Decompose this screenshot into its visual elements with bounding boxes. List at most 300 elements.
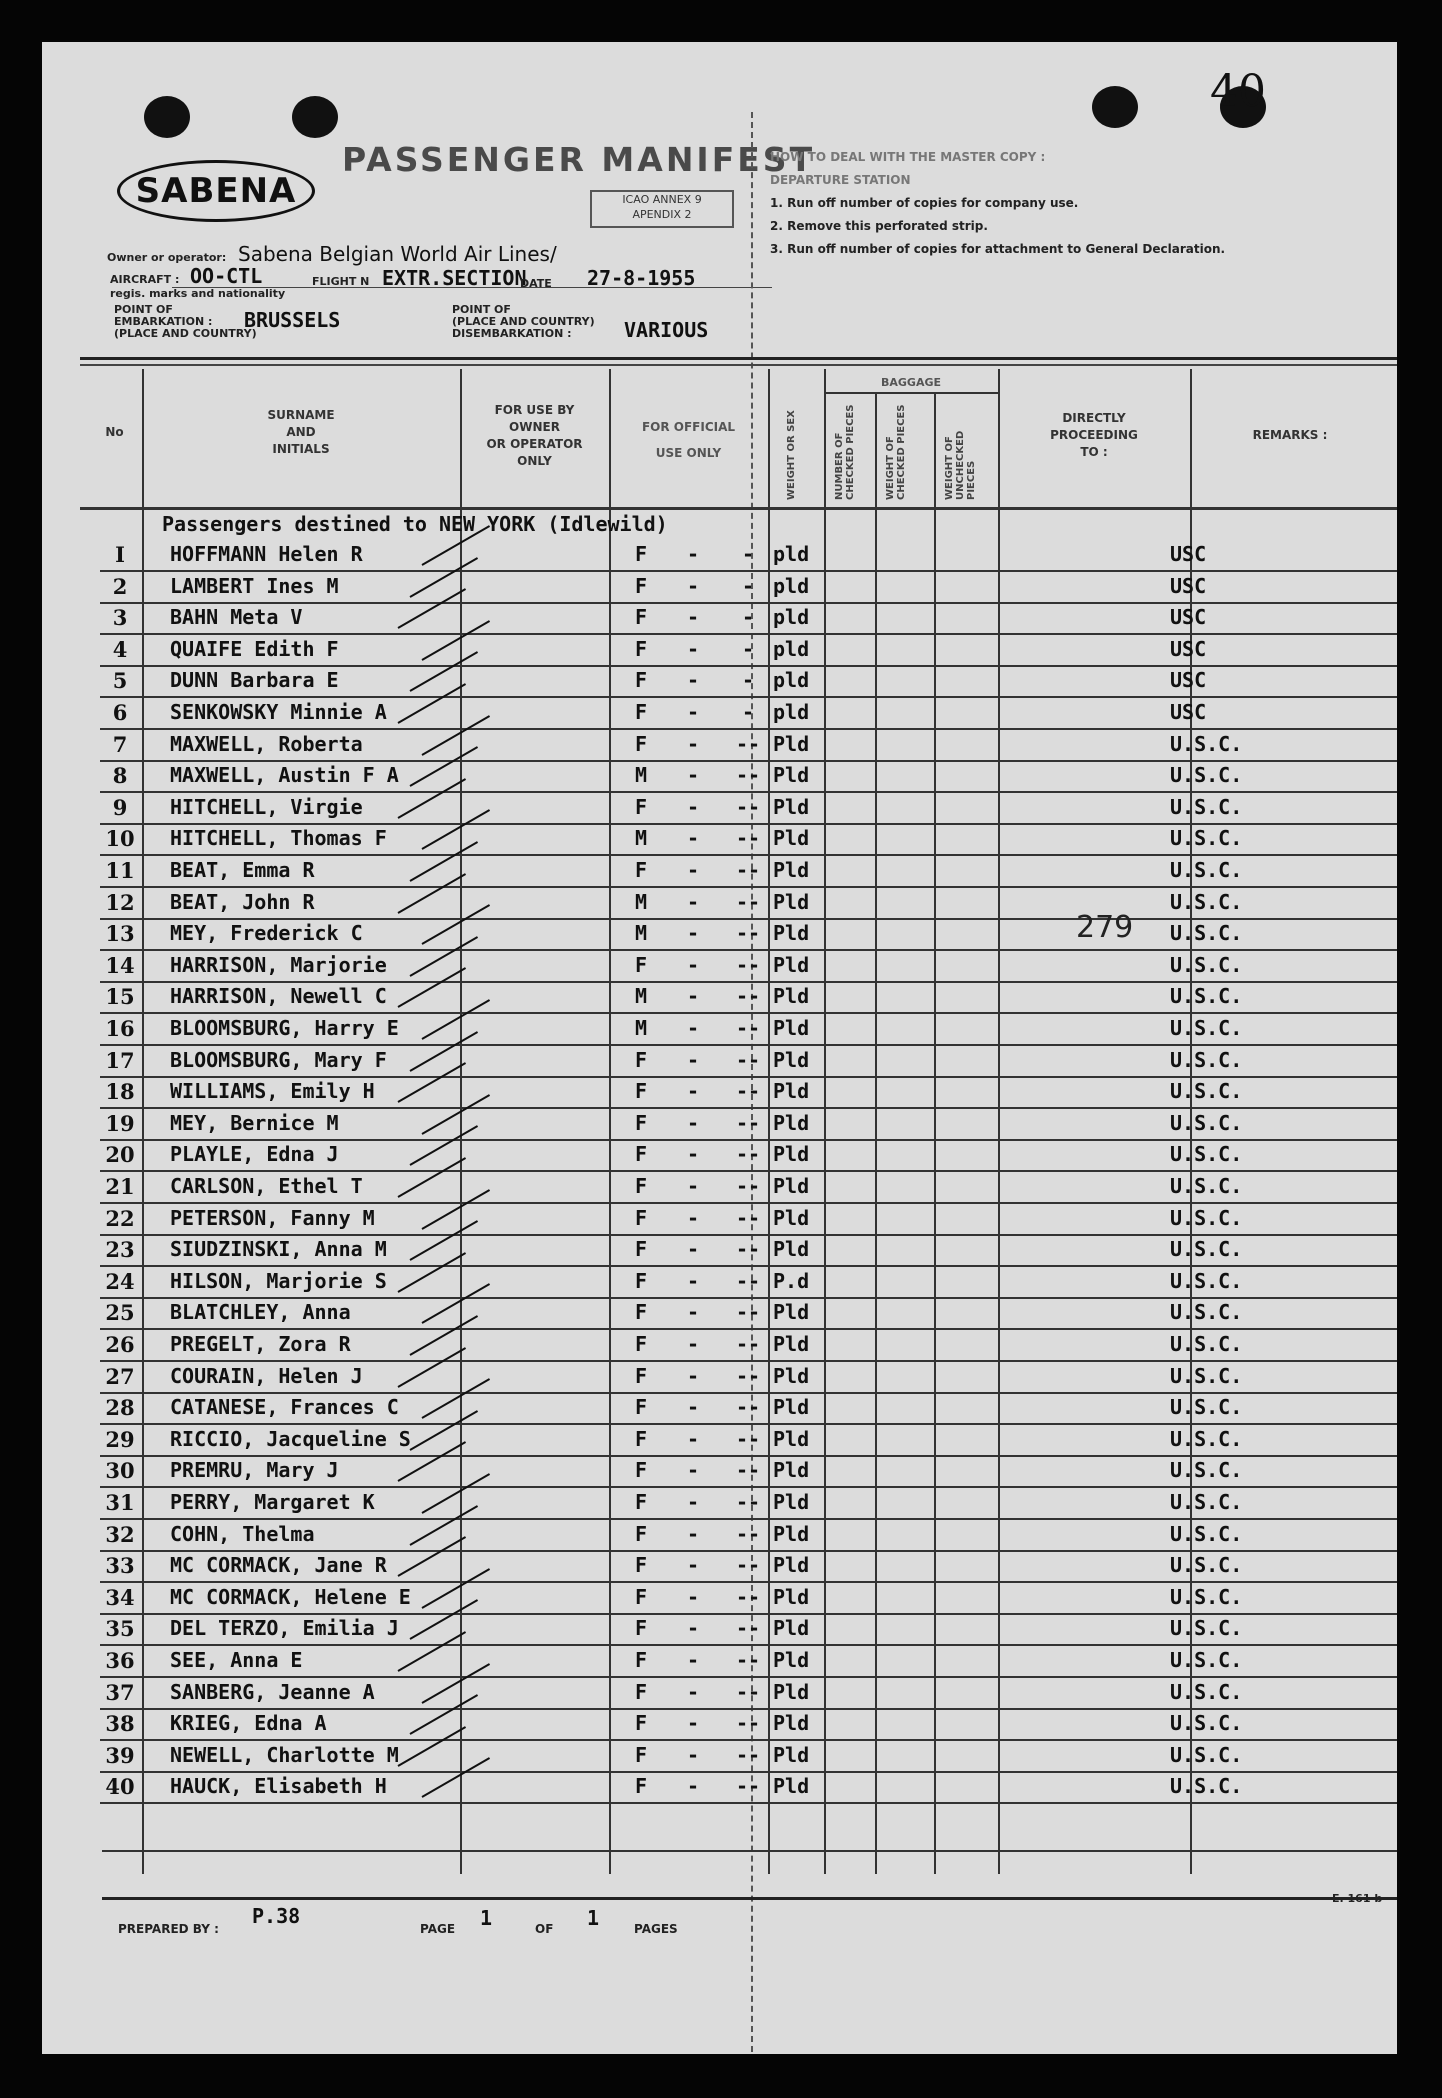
cell-pl: Pld bbox=[773, 763, 810, 787]
cell-pl: Pld bbox=[773, 1079, 810, 1103]
cell-name: WILLIAMS, Emily H bbox=[170, 1079, 375, 1103]
cell-d1: - bbox=[686, 1616, 700, 1640]
embark-label-2: EMBARKATION : bbox=[114, 315, 213, 328]
cell-d2: - bbox=[741, 542, 755, 566]
cell-no: 20 bbox=[105, 1142, 135, 1167]
cell-pl: Pld bbox=[773, 1680, 810, 1704]
cell-name: DUNN Barbara E bbox=[170, 668, 339, 692]
cell-pl: Pld bbox=[773, 890, 810, 914]
cell-no: 5 bbox=[112, 668, 128, 693]
cell-no: 25 bbox=[105, 1300, 135, 1325]
cell-d1: - bbox=[686, 1743, 700, 1767]
cell-no: 7 bbox=[112, 732, 128, 757]
cell-d2: -- bbox=[735, 1206, 761, 1230]
cell-d2: -- bbox=[735, 1237, 761, 1261]
cell-no: 16 bbox=[105, 1016, 135, 1041]
cell-sex: F bbox=[634, 1111, 648, 1135]
cell-d2: - bbox=[741, 574, 755, 598]
date-label: DATE bbox=[520, 277, 552, 290]
cell-sex: F bbox=[634, 1237, 648, 1261]
cell-name: BAHN Meta V bbox=[170, 605, 303, 629]
cell-name: CARLSON, Ethel T bbox=[170, 1174, 363, 1198]
cell-d2: -- bbox=[735, 1300, 761, 1324]
cell-sex: F bbox=[634, 1711, 648, 1735]
cell-d1: - bbox=[686, 1774, 700, 1798]
table-row bbox=[100, 1012, 1397, 1046]
cell-rk: U.S.C. bbox=[1170, 1648, 1243, 1672]
cell-rk: U.S.C. bbox=[1170, 1364, 1243, 1388]
col-owner-line-4: ONLY bbox=[517, 454, 552, 468]
cell-d1: - bbox=[686, 1237, 700, 1261]
cell-d1: - bbox=[686, 1206, 700, 1230]
owner-label: Owner or operator: bbox=[107, 251, 227, 264]
cell-rk: U.S.C. bbox=[1170, 1269, 1243, 1293]
table-row bbox=[100, 1676, 1397, 1710]
cell-d2: -- bbox=[735, 732, 761, 756]
cell-name: MC CORMACK, Helene E bbox=[170, 1585, 411, 1609]
cell-d2: -- bbox=[735, 1079, 761, 1103]
cell-no: 27 bbox=[105, 1364, 135, 1389]
cell-sex: F bbox=[634, 1395, 648, 1419]
cell-sex: F bbox=[634, 1774, 648, 1798]
cell-no: 37 bbox=[105, 1680, 135, 1705]
prepared-by-label: PREPARED BY : bbox=[118, 1922, 219, 1936]
cell-sex: F bbox=[634, 1616, 648, 1640]
col-no-header: No bbox=[105, 425, 124, 439]
col-surname-line-1: SURNAME bbox=[267, 408, 335, 422]
aircraft-value: OO-CTL bbox=[190, 264, 263, 288]
cell-d1: - bbox=[686, 1585, 700, 1609]
disembark-label-1: POINT OF bbox=[452, 303, 511, 316]
cell-d1: - bbox=[686, 700, 700, 724]
cell-name: PREMRU, Mary J bbox=[170, 1458, 339, 1482]
cell-pl: pld bbox=[773, 574, 810, 598]
cell-rk: U.S.C. bbox=[1170, 763, 1243, 787]
cell-rk: U.S.C. bbox=[1170, 1174, 1243, 1198]
cell-rk: USC bbox=[1170, 637, 1207, 661]
instruction-line-4: 2. Remove this perforated strip. bbox=[770, 219, 988, 233]
cell-pl: Pld bbox=[773, 1458, 810, 1482]
cell-rk: U.S.C. bbox=[1170, 1079, 1243, 1103]
cell-name: MC CORMACK, Jane R bbox=[170, 1553, 387, 1577]
cell-pl: Pld bbox=[773, 921, 810, 945]
cell-pl: pld bbox=[773, 700, 810, 724]
punch-hole bbox=[292, 96, 338, 138]
cell-sex: F bbox=[634, 1174, 648, 1198]
cell-d2: -- bbox=[735, 795, 761, 819]
col-directly-line-3: TO : bbox=[1080, 445, 1108, 459]
cell-rk: U.S.C. bbox=[1170, 1237, 1243, 1261]
col-owner-line-3: OR OPERATOR bbox=[486, 437, 583, 451]
cell-rk: U.S.C. bbox=[1170, 1111, 1243, 1135]
cell-no: 4 bbox=[112, 637, 128, 662]
table-row bbox=[100, 728, 1397, 762]
cell-name: BLOOMSBURG, Mary F bbox=[170, 1048, 387, 1072]
col-official-line-1: FOR OFFICIAL bbox=[641, 420, 736, 434]
col-official-header bbox=[609, 414, 768, 466]
embark-label-1: POINT OF bbox=[114, 303, 173, 316]
cell-pl: Pld bbox=[773, 1237, 810, 1261]
table-row bbox=[100, 1739, 1397, 1773]
col-official-line-2: USE ONLY bbox=[655, 446, 722, 460]
cell-pl: Pld bbox=[773, 826, 810, 850]
col-directly-line-2: PROCEEDING bbox=[1050, 428, 1138, 442]
embark-label-3: (PLACE AND COUNTRY) bbox=[114, 327, 257, 340]
cell-d2: -- bbox=[735, 858, 761, 882]
cell-rk: U.S.C. bbox=[1170, 1458, 1243, 1482]
cell-no: 13 bbox=[105, 921, 135, 946]
cell-sex: M bbox=[634, 763, 648, 787]
table-row bbox=[100, 696, 1397, 730]
cell-rk: U.S.C. bbox=[1170, 1522, 1243, 1546]
cell-no: 30 bbox=[105, 1458, 135, 1483]
cell-no: 2 bbox=[112, 574, 128, 599]
cell-name: PLAYLE, Edna J bbox=[170, 1142, 339, 1166]
cell-pl: Pld bbox=[773, 1395, 810, 1419]
cell-name: PETERSON, Fanny M bbox=[170, 1206, 375, 1230]
cell-rk: U.S.C. bbox=[1170, 1553, 1243, 1577]
cell-sex: F bbox=[634, 858, 648, 882]
table-row bbox=[100, 1170, 1397, 1204]
cell-no: 17 bbox=[105, 1048, 135, 1073]
cell-d1: - bbox=[686, 1142, 700, 1166]
embark-value: BRUSSELS bbox=[244, 308, 341, 332]
cell-d2: -- bbox=[735, 1269, 761, 1293]
col-directly-line-1: DIRECTLY bbox=[1062, 411, 1126, 425]
cell-no: 3 bbox=[112, 605, 128, 630]
cell-sex: F bbox=[634, 1490, 648, 1514]
header-bottom-rule bbox=[80, 507, 1397, 510]
instruction-line-2: DEPARTURE STATION bbox=[770, 173, 911, 187]
cell-pl: Pld bbox=[773, 1522, 810, 1546]
table-row bbox=[100, 1581, 1397, 1615]
table-row bbox=[100, 1075, 1397, 1109]
table-row bbox=[100, 886, 1397, 920]
cell-d1: - bbox=[686, 1111, 700, 1135]
table-row bbox=[100, 1328, 1397, 1362]
cell-rk: U.S.C. bbox=[1170, 1490, 1243, 1514]
cell-pl: Pld bbox=[773, 1111, 810, 1135]
cell-no: 14 bbox=[105, 953, 135, 978]
cell-sex: F bbox=[634, 1553, 648, 1577]
cell-d1: - bbox=[686, 1048, 700, 1072]
pages-label: PAGES bbox=[634, 1922, 678, 1936]
cell-d2: - bbox=[741, 605, 755, 629]
table-row bbox=[100, 1296, 1397, 1330]
page-value: 1 bbox=[480, 1906, 493, 1930]
cell-sex: F bbox=[634, 1142, 648, 1166]
cell-pl: Pld bbox=[773, 1743, 810, 1767]
cell-d1: - bbox=[686, 1079, 700, 1103]
cell-name: DEL TERZO, Emilia J bbox=[170, 1616, 399, 1640]
cell-rk: USC bbox=[1170, 605, 1207, 629]
cell-rk: U.S.C. bbox=[1170, 1206, 1243, 1230]
cell-no: 22 bbox=[105, 1206, 135, 1231]
cell-sex: F bbox=[634, 1743, 648, 1767]
cell-d1: - bbox=[686, 763, 700, 787]
cell-sex: F bbox=[634, 1206, 648, 1230]
cell-rk: U.S.C. bbox=[1170, 953, 1243, 977]
table-row bbox=[100, 1518, 1397, 1552]
cell-name: MAXWELL, Austin F A bbox=[170, 763, 399, 787]
col-surname-line-2: AND bbox=[286, 425, 316, 439]
cell-d2: -- bbox=[735, 1174, 761, 1198]
col-baggage-header: BAGGAGE bbox=[880, 376, 941, 389]
cell-d2: -- bbox=[735, 1490, 761, 1514]
cell-pl: Pld bbox=[773, 1585, 810, 1609]
cell-no: 12 bbox=[105, 890, 135, 915]
cell-sex: F bbox=[634, 1364, 648, 1388]
cell-d1: - bbox=[686, 890, 700, 914]
cell-rk: U.S.C. bbox=[1170, 1427, 1243, 1451]
cell-no: 10 bbox=[105, 826, 135, 851]
cell-pl: Pld bbox=[773, 858, 810, 882]
page-label: PAGE bbox=[420, 1922, 456, 1936]
of-label: OF bbox=[535, 1922, 554, 1936]
table-row bbox=[100, 949, 1397, 983]
col-owner-line-1: FOR USE BY bbox=[494, 403, 575, 417]
cell-d1: - bbox=[686, 1300, 700, 1324]
col-weight-checked-header: WEIGHT OF CHECKED PIECES bbox=[885, 404, 907, 500]
cell-no: 34 bbox=[105, 1585, 135, 1610]
cell-d1: - bbox=[686, 1680, 700, 1704]
disembark-value: VARIOUS bbox=[624, 318, 709, 342]
cell-name: NEWELL, Charlotte M bbox=[170, 1743, 399, 1767]
cell-pl: Pld bbox=[773, 1048, 810, 1072]
disembark-label-2: (PLACE AND COUNTRY) bbox=[452, 315, 595, 328]
table-row bbox=[100, 1360, 1397, 1394]
table-row bbox=[100, 822, 1397, 856]
table-row bbox=[100, 1454, 1397, 1488]
cell-d2: -- bbox=[735, 1395, 761, 1419]
cell-no: 26 bbox=[105, 1332, 135, 1357]
cell-rk: U.S.C. bbox=[1170, 1048, 1243, 1072]
cell-name: QUAIFE Edith F bbox=[170, 637, 339, 661]
cell-d1: - bbox=[686, 858, 700, 882]
empty-row-rule bbox=[102, 1850, 1397, 1852]
cell-pl: Pld bbox=[773, 1711, 810, 1735]
cell-d2: -- bbox=[735, 1743, 761, 1767]
cell-no: 28 bbox=[105, 1395, 135, 1420]
cell-name: HOFFMANN Helen R bbox=[170, 542, 363, 566]
table-row bbox=[100, 1612, 1397, 1646]
destination-line: Passengers destined to NEW YORK (Idlewild) bbox=[162, 512, 668, 536]
cell-no: 33 bbox=[105, 1553, 135, 1578]
cell-rk: U.S.C. bbox=[1170, 1774, 1243, 1798]
cell-name: KRIEG, Edna A bbox=[170, 1711, 327, 1735]
col-owner-line-2: OWNER bbox=[509, 420, 560, 434]
cell-pl: Pld bbox=[773, 1774, 810, 1798]
cell-sex: F bbox=[634, 700, 648, 724]
cell-d1: - bbox=[686, 1016, 700, 1040]
cell-name: BEAT, John R bbox=[170, 890, 315, 914]
cell-no: 21 bbox=[105, 1174, 135, 1199]
cell-d2: -- bbox=[735, 763, 761, 787]
table-row bbox=[100, 633, 1397, 667]
cell-d2: -- bbox=[735, 1522, 761, 1546]
cell-sex: F bbox=[634, 1079, 648, 1103]
cell-d1: - bbox=[686, 1364, 700, 1388]
table-top-rule bbox=[80, 357, 1397, 360]
col-directly-header bbox=[998, 410, 1190, 461]
cell-sex: F bbox=[634, 1522, 648, 1546]
cell-rk: USC bbox=[1170, 542, 1207, 566]
cell-sex: F bbox=[634, 574, 648, 598]
table-row bbox=[100, 1770, 1397, 1804]
cell-no: I bbox=[115, 542, 125, 567]
cell-pl: Pld bbox=[773, 1490, 810, 1514]
cell-name: BLATCHLEY, Anna bbox=[170, 1300, 351, 1324]
cell-sex: F bbox=[634, 1680, 648, 1704]
cell-no: 40 bbox=[105, 1774, 135, 1799]
table-row bbox=[100, 1549, 1397, 1583]
cell-no: 11 bbox=[105, 858, 135, 883]
cell-d1: - bbox=[686, 984, 700, 1008]
col-remarks-header: REMARKS : bbox=[1252, 428, 1328, 442]
cell-name: PREGELT, Zora R bbox=[170, 1332, 351, 1356]
cell-name: RICCIO, Jacqueline S bbox=[170, 1427, 411, 1451]
cell-no: 31 bbox=[105, 1490, 135, 1515]
cell-sex: M bbox=[634, 890, 648, 914]
cell-no: 9 bbox=[112, 795, 128, 820]
cell-sex: F bbox=[634, 1269, 648, 1293]
cell-d1: - bbox=[686, 1458, 700, 1482]
cell-d1: - bbox=[686, 1174, 700, 1198]
cell-d1: - bbox=[686, 1395, 700, 1419]
cell-pl: Pld bbox=[773, 1332, 810, 1356]
cell-name: HILSON, Marjorie S bbox=[170, 1269, 387, 1293]
cell-d2: - bbox=[741, 668, 755, 692]
cell-sex: F bbox=[634, 732, 648, 756]
col-num-checked-header: NUMBER OF CHECKED PIECES bbox=[834, 404, 856, 500]
cell-no: 15 bbox=[105, 984, 135, 1009]
cell-name: BEAT, Emma R bbox=[170, 858, 315, 882]
cell-name: COHN, Thelma bbox=[170, 1522, 315, 1546]
cell-d1: - bbox=[686, 605, 700, 629]
handwritten-page-number: 40 bbox=[1210, 66, 1266, 117]
cell-sex: F bbox=[634, 1332, 648, 1356]
cell-sex: F bbox=[634, 1458, 648, 1482]
cell-rk: U.S.C. bbox=[1170, 1395, 1243, 1419]
table-row bbox=[100, 1044, 1397, 1078]
cell-d2: -- bbox=[735, 1016, 761, 1040]
cell-rk: U.S.C. bbox=[1170, 890, 1243, 914]
cell-no: 39 bbox=[105, 1743, 135, 1768]
cell-name: COURAIN, Helen J bbox=[170, 1364, 363, 1388]
cell-d1: - bbox=[686, 1522, 700, 1546]
cell-rk: U.S.C. bbox=[1170, 1616, 1243, 1640]
disembark-label-3: DISEMBARKATION : bbox=[452, 327, 572, 340]
table-row bbox=[100, 1486, 1397, 1520]
table-top-rule-2 bbox=[80, 364, 1397, 366]
cell-rk: U.S.C. bbox=[1170, 1300, 1243, 1324]
table-row bbox=[100, 538, 1397, 572]
table-row bbox=[100, 1391, 1397, 1425]
cell-d2: -- bbox=[735, 1332, 761, 1356]
header-rule bbox=[172, 287, 772, 288]
col-weight-unchecked-header: WEIGHT OF UNCHECKED PIECES bbox=[944, 430, 977, 500]
cell-d1: - bbox=[686, 542, 700, 566]
cell-name: SIUDZINSKI, Anna M bbox=[170, 1237, 387, 1261]
col-surname-header bbox=[142, 407, 460, 458]
cell-pl: pld bbox=[773, 668, 810, 692]
cell-no: 29 bbox=[105, 1427, 135, 1452]
cell-d2: -- bbox=[735, 1648, 761, 1672]
table-bottom-rule bbox=[102, 1897, 1397, 1900]
cell-rk: U.S.C. bbox=[1170, 795, 1243, 819]
cell-name: HARRISON, Marjorie bbox=[170, 953, 387, 977]
of-value: 1 bbox=[587, 1906, 600, 1930]
cell-rk: U.S.C. bbox=[1170, 858, 1243, 882]
table-row bbox=[100, 1107, 1397, 1141]
cell-name: CATANESE, Frances C bbox=[170, 1395, 399, 1419]
cell-name: HITCHELL, Thomas F bbox=[170, 826, 387, 850]
cell-d2: -- bbox=[735, 1364, 761, 1388]
cell-pl: Pld bbox=[773, 732, 810, 756]
cell-rk: U.S.C. bbox=[1170, 1332, 1243, 1356]
cell-d1: - bbox=[686, 1427, 700, 1451]
regis-label: regis. marks and nationality bbox=[110, 287, 286, 300]
cell-rk: U.S.C. bbox=[1170, 1743, 1243, 1767]
cell-d1: - bbox=[686, 953, 700, 977]
cell-rk: U.S.C. bbox=[1170, 921, 1243, 945]
aircraft-label: AIRCRAFT : bbox=[110, 273, 180, 286]
cell-d2: -- bbox=[735, 1680, 761, 1704]
cell-sex: F bbox=[634, 605, 648, 629]
cell-pl: Pld bbox=[773, 1364, 810, 1388]
form-number: E. 161 b bbox=[1332, 1892, 1383, 1905]
cell-sex: F bbox=[634, 795, 648, 819]
cell-pl: Pld bbox=[773, 1427, 810, 1451]
annex-line-1: ICAO ANNEX 9 bbox=[622, 193, 702, 206]
cell-pl: Pld bbox=[773, 984, 810, 1008]
cell-name: PERRY, Margaret K bbox=[170, 1490, 375, 1514]
flight-label: FLIGHT N bbox=[312, 275, 370, 288]
cell-d2: -- bbox=[735, 1142, 761, 1166]
flight-value: EXTR.SECTION bbox=[382, 266, 527, 290]
cell-no: 19 bbox=[105, 1111, 135, 1136]
table-row bbox=[100, 1138, 1397, 1172]
cell-no: 35 bbox=[105, 1616, 135, 1641]
cell-rk: U.S.C. bbox=[1170, 1711, 1243, 1735]
table-row bbox=[100, 1202, 1397, 1236]
table-row bbox=[100, 1644, 1397, 1678]
instruction-line-5: 3. Run off number of copies for attachment to General Declaration. bbox=[770, 242, 1226, 256]
sabena-logo: SABENA bbox=[117, 160, 315, 222]
cell-d2: -- bbox=[735, 921, 761, 945]
cell-sex: F bbox=[634, 1048, 648, 1072]
cell-rk: USC bbox=[1170, 700, 1207, 724]
cell-name: LAMBERT Ines M bbox=[170, 574, 339, 598]
cell-sex: F bbox=[634, 1648, 648, 1672]
cell-d1: - bbox=[686, 668, 700, 692]
instruction-line-3: 1. Run off number of copies for company use. bbox=[770, 196, 1079, 210]
cell-name: SEE, Anna E bbox=[170, 1648, 303, 1672]
cell-d1: - bbox=[686, 574, 700, 598]
directly-proceeding-value: 279 bbox=[1076, 910, 1134, 945]
cell-name: HARRISON, Newell C bbox=[170, 984, 387, 1008]
annex-box bbox=[590, 190, 734, 228]
cell-pl: Pld bbox=[773, 795, 810, 819]
annex-line-2: APENDIX 2 bbox=[632, 208, 692, 221]
cell-d1: - bbox=[686, 921, 700, 945]
punch-hole bbox=[1092, 86, 1138, 128]
cell-sex: M bbox=[634, 984, 648, 1008]
cell-sex: F bbox=[634, 1300, 648, 1324]
cell-name: SENKOWSKY Minnie A bbox=[170, 700, 387, 724]
cell-d2: -- bbox=[735, 1048, 761, 1072]
cell-d2: -- bbox=[735, 1553, 761, 1577]
